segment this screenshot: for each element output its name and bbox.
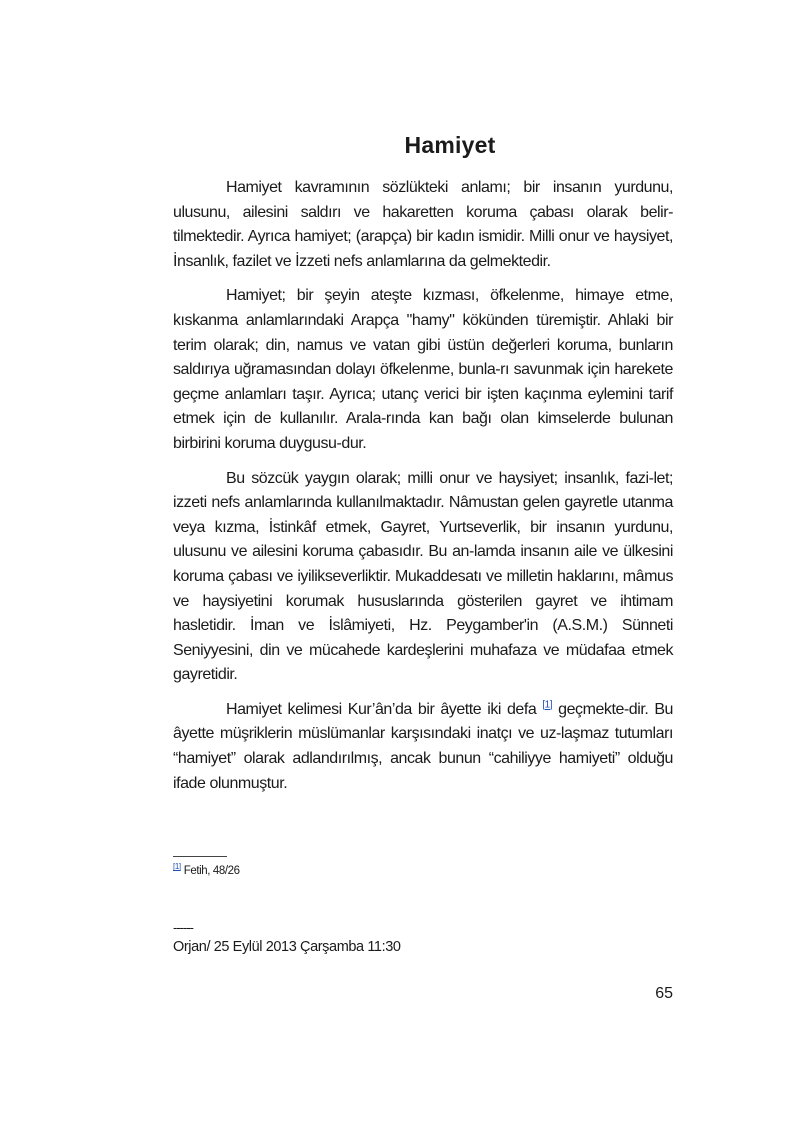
paragraph-2: Hamiyet; bir şeyin ateşte kızması, öfkelenme, himaye etme, kıskanma anlamlarındaki Arapça "hamy" kökünden türemiştir. Ahlaki bir terim olarak; din, namus ve vatan gibi üstün değerleri koruma, bunların saldırıya uğramasından dolayı öfkelenme, bunla-rı savunmak için harekete geçme anlamları taşır. Ayrıca; utanç verici bir işten kaçınma eylemini tarif etmek için de kullanılır. Arala-rında kan bağı olan kimselerde bulunan birbirini koruma duygusu-dur. — [173, 287, 673, 452]
footnote-text: Fetih, 48/26 — [183, 865, 240, 877]
footnote-divider — [173, 856, 227, 857]
signature-line: Orjan/ 25 Eylül 2013 Çarşamba 11:30 — [173, 939, 401, 955]
paragraph-4-before: Hamiyet kelimesi Kur’ân’da bir âyette iki defa — [226, 700, 543, 718]
signature-divider: ------ — [173, 920, 193, 935]
paragraph-4 — [173, 698, 673, 796]
footnote — [173, 862, 240, 877]
paragraph-3: Bu sözcük yaygın olarak; milli onur ve haysiyet; insanlık, fazi-let; izzeti nefs anlamlarında kullanılmaktadır. Nâmustan gelen gayretle utanma veya kızma, İstinkâf etmek, Gayret, Yurtseverlik, bir insanın yurdunu, ulusunu ve ailesini koruma çabasıdır. Bu an-lamda insanın aile ve ülkesini koruma çabası ve iyilikseverliktir. Mukaddesatı ve milletin haklarını, mâmus ve haysiyetini korumak hususlarında gösterilen gayret ve ihtimam hasletidir. İman ve İslâmiyeti, Hz. Peygamber'in (A.S.M.) Sünneti Seniyyesini, din ve mücahede kardeşlerini muhafaza ve müdafaa etmek gayretidir. — [173, 469, 673, 684]
page-number: 65 — [655, 985, 673, 1002]
footnote-reference-link[interactable]: [1] — [542, 699, 553, 711]
page-title: Hamiyet — [404, 132, 496, 158]
body-text — [173, 176, 673, 806]
paragraph-1: Hamiyet kavramının sözlükteki anlamı; bir insanın yurdunu, ulusunu, ailesini saldırı ve hakaretten koruma çabası olarak belir-tilmektedir. Ayrıca hamiyet; (arapça) bir kadın ismidir. Milli onur ve haysiyet, İnsanlık, fazilet ve İzzeti nefs anlamlarına da gelmektedir. — [173, 179, 673, 270]
paragraph-4-after: geçmekte-dir. Bu âyette müşriklerin müslümanlar karşısındaki inatçı ve uz-laşmaz tutumları “hamiyet” olarak adlandırılmış, ancak bunun “cahiliyye hamiyeti” olduğu ifade olunmuştur. — [173, 700, 673, 792]
footnote-mark-link[interactable]: [1] — [173, 862, 181, 872]
